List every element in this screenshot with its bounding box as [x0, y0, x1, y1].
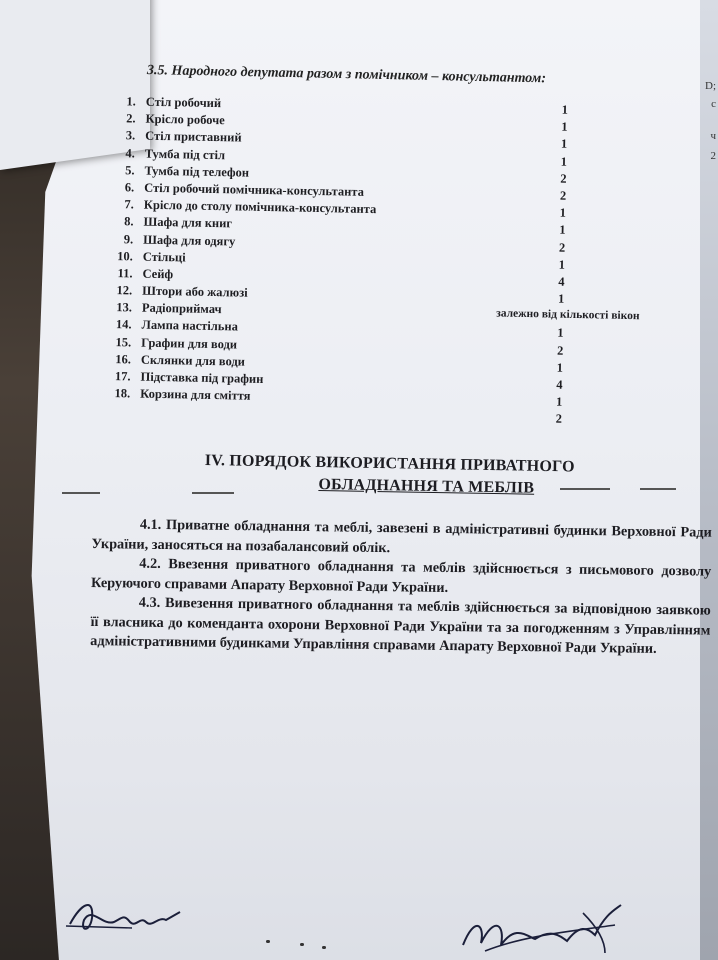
list-item: 16. Склянки для води 1: [105, 352, 665, 380]
list-item: 8. Шафа для книг 1: [107, 214, 667, 242]
list-item-qty: 1: [561, 102, 569, 117]
edge-fragment: D;: [705, 80, 716, 92]
list-item-qty: 1: [558, 257, 566, 272]
divider: [560, 488, 610, 490]
list-item-qty: 4: [556, 377, 563, 392]
edge-fragment: ч: [710, 130, 716, 142]
list-item: 9. Шафа для одягу 2: [107, 231, 667, 259]
section-title: [204, 452, 575, 498]
list-item-qty: 4: [558, 274, 565, 289]
divider: [62, 492, 100, 494]
list-item-qty: 2: [560, 171, 567, 186]
list-item-qty: 1: [555, 394, 563, 409]
list-item-qty: 1: [556, 360, 564, 375]
list-item: 7. Крісло до столу помічника-консультанта 1: [108, 197, 668, 225]
list-item: 1. Стіл робочий 1: [110, 94, 670, 122]
section-title-line1: IV. ПОРЯДОК ВИКОРИСТАННЯ ПРИВАТНОГО: [204, 452, 575, 476]
list-item-qty: залежно від кількості вікон: [496, 307, 640, 323]
list-item-qty: 1: [560, 154, 568, 169]
section-title-line2: ОБЛАДНАННЯ ТА МЕБЛІВ: [318, 475, 535, 497]
paragraph: 4.2. Ввезення приватного обладнання та меблів здійснюється з письмового дозволу Керуючого справами Апарату Верховної Ради України.: [90, 555, 712, 596]
signature-left: [62, 892, 192, 942]
list-item: 14. Лампа настільна 1: [105, 317, 665, 345]
list-item-qty: 1: [559, 222, 566, 238]
list-item-qty: 2: [559, 188, 567, 203]
list-item: 18. Корзина для сміття 1: [104, 386, 664, 414]
list-item: 11. Сейф 4: [106, 266, 666, 294]
body-text: [90, 515, 712, 660]
list-item-qty: 1: [561, 119, 568, 134]
stray-mark: [322, 946, 326, 949]
list-item: 3. Стіл приставний 1: [109, 128, 669, 156]
list-item: 12. Штори або жалюзі 1: [106, 283, 666, 311]
furniture-list: [104, 94, 670, 431]
list-item: 17. Підставка під графин 4: [104, 369, 664, 397]
edge-fragment: 2: [710, 150, 716, 162]
divider: [192, 492, 234, 494]
paragraph: 4.3. Вивезення приватного обладнання та меблів здійснюється за відповідною заявкою її власника до коменданта охорони Верховної Ради України та за погодженням з Управлінням адміністративними будинками Управління справами Апарату Верховної Ради України.: [90, 594, 711, 657]
paragraph: 4.1. Приватне обладнання та меблі, завезені в адміністративні будинки Верховної Ради України, заносяться на позабалансовий облік.: [91, 516, 712, 556]
list-item-qty: 2: [558, 240, 566, 255]
list-item: 15. Графин для води 2: [105, 335, 665, 363]
list-item-qty: 1: [559, 205, 567, 220]
stray-mark: [300, 943, 304, 946]
list-item: 10. Стільці 1: [107, 249, 667, 277]
list-heading: 3.5. Народного депутата разом з помічником – консультантом:: [146, 63, 547, 87]
list-item-qty: 1: [560, 137, 568, 152]
edge-fragment: с: [711, 98, 716, 110]
list-item-qty: 2: [556, 343, 564, 358]
list-item-qty: 1: [557, 291, 565, 306]
list-item-extra-qty: 2: [555, 411, 563, 427]
divider: [640, 488, 676, 490]
signature-right: [455, 895, 625, 960]
list-item: 2. Крісло робоче 1: [109, 111, 669, 139]
list-item: 5. Тумба під телефон 2: [108, 163, 668, 191]
list-item: 13. Радіоприймач залежно від кількості вікон: [106, 300, 666, 328]
list-item-qty: 1: [557, 326, 564, 341]
list-item: 4. Тумба під стіл 1: [109, 146, 669, 174]
stray-mark: [266, 940, 270, 943]
list-item: 6. Стіл робочий помічника-консультанта 2: [108, 180, 668, 208]
